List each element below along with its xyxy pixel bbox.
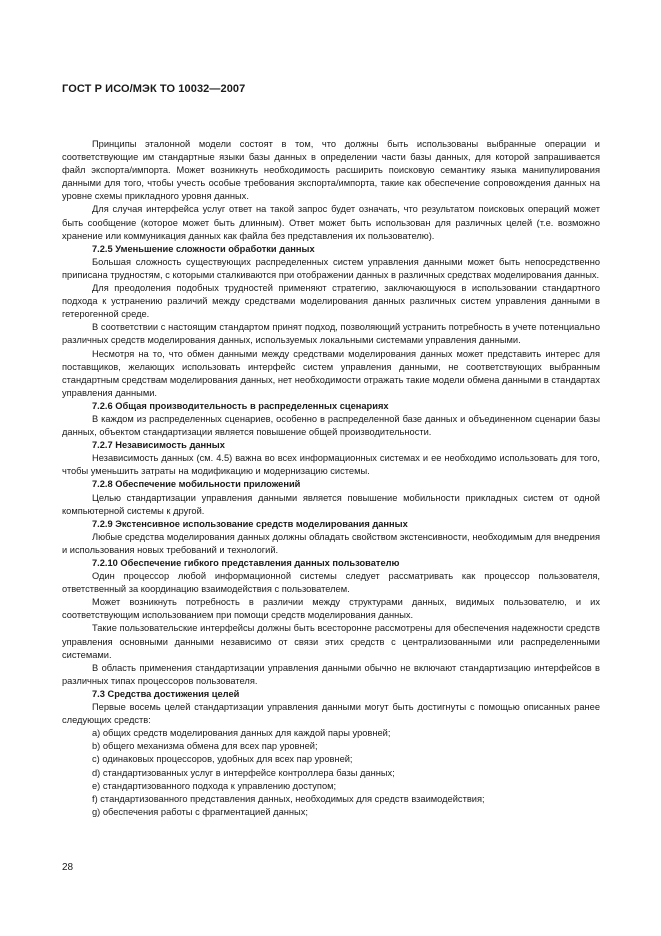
list-item: f) стандартизованного представления данных, необходимых для средств взаимодействия;: [92, 793, 485, 804]
paragraph: Первые восемь целей стандартизации управления данными могут быть достигнуты с помощью описанных ранее следующих средств:: [62, 702, 600, 726]
list-item: c) одинаковых процессоров, удобных для всех пар уровней;: [92, 754, 353, 765]
list-item: a) общих средств моделирования данных для каждой пары уровней;: [92, 728, 391, 739]
list-item: d) стандартизованных услуг в интерфейсе контроллера базы данных;: [92, 767, 395, 778]
section-heading: 7.2.8 Обеспечение мобильности приложений: [92, 479, 301, 490]
paragraph: В соответствии с настоящим стандартом принят подход, позволяющий устранить потребность в учете потенциально различных средств моделирования данных, используемых локальными системами управления данными.: [62, 322, 600, 346]
page-number: 28: [62, 862, 74, 873]
paragraph: Целью стандартизации управления данными является повышение мобильности прикладных систем от одной компьютерной системы к другой.: [62, 492, 600, 516]
paragraph: Принципы эталонной модели состоят в том, что должны быть использованы выбранные операции и соответствующие им стандартные языки базы данных в определении части базы данных, для которой запрашивается файл экспорта/импорта. Может возникнуть необходимость расширить поисковую семантику языка манипулирования данными для того, чтобы учесть особые требования экспорта/импорта, такие как обеспечение сопровождения данных на уровне схемы прикладного уровня данных.: [62, 139, 600, 202]
list-item: e) стандартизованного подхода к управлению доступом;: [92, 780, 337, 791]
paragraph: Для случая интерфейса услуг ответ на такой запрос будет означать, что результатом поисковых операций может быть сообщение (которое может быть длинным). Ответ может быть использован для различных целей (т.е. возможно хранение или коммуникация данных как файла без представления их пользователю).: [62, 204, 600, 241]
list-item: g) обеспечения работы с фрагментацией данных;: [92, 806, 308, 817]
list-item: b) общего механизма обмена для всех пар уровней;: [92, 741, 318, 752]
paragraph: В каждом из распределенных сценариев, особенно в распределенной базе данных и объединенном сценарии базы данных, объектом стандартизации является повышение общей производительности.: [62, 413, 600, 438]
paragraph: Такие пользовательские интерфейсы должны быть всесторонне рассмотрены для обеспечения надежности средств управления основными данными независимо от связи этих средств с централизованными или распределенными системами.: [62, 623, 600, 660]
section-heading: 7.2.9 Экстенсивное использование средств моделирования данных: [92, 518, 408, 529]
section-heading: 7.2.6 Общая производительность в распределенных сценариях: [92, 400, 389, 411]
paragraph: Большая сложность существующих распределенных систем управления данными может быть непосредственно приписана трудностям, с которыми сталкиваются при отображении данных в различных средствах моделирования данных.: [62, 256, 600, 280]
paragraph: В область применения стандартизации управления данными обычно не включают стандартизацию интерфейсов в различных типах процессоров пользователя.: [62, 662, 600, 686]
section-heading: 7.2.7 Независимость данных: [92, 440, 225, 451]
section-heading: 7.2.10 Обеспечение гибкого представления данных пользователю: [92, 558, 400, 568]
paragraph: Любые средства моделирования данных должны обладать свойством экстенсивности, необходимым для внедрения и использования новых требований и технологий.: [62, 531, 600, 555]
document-body: [62, 138, 600, 819]
paragraph: Для преодоления подобных трудностей применяют стратегию, заключающуюся в использовании стандартного подхода к устранению различий между средствами моделирования данных различных систем управления данными в гетерогенной среде.: [62, 283, 600, 320]
paragraph: Независимость данных (см. 4.5) важна во всех информационных системах и ее необходимо использовать для того, чтобы уменьшить затраты на модификацию и модернизацию системы.: [62, 453, 600, 477]
section-heading: 7.3 Средства достижения целей: [92, 688, 240, 699]
running-header: ГОСТ Р ИСО/МЭК ТО 10032—2007: [62, 83, 246, 95]
paragraph: Может возникнуть потребность в различии между структурами данных, видимых пользователю, и их соответствующим использованием при помощи средств моделирования данных.: [62, 597, 600, 621]
paragraph: Несмотря на то, что обмен данными между средствами моделирования данных может представить интерес для поставщиков, желающих использовать интерфейс систем управления данными, не соответствующих выбранным стандартным средствам моделирования данных, нет необходимости отражать такие модели обмена данными в стандартах управления данными.: [62, 348, 600, 398]
section-heading: 7.2.5 Уменьшение сложности обработки данных: [92, 243, 315, 254]
paragraph: Один процессор любой информационной системы следует рассматривать как процессор пользователя, ответственный за координацию взаимодействия с пользователем.: [62, 571, 600, 595]
